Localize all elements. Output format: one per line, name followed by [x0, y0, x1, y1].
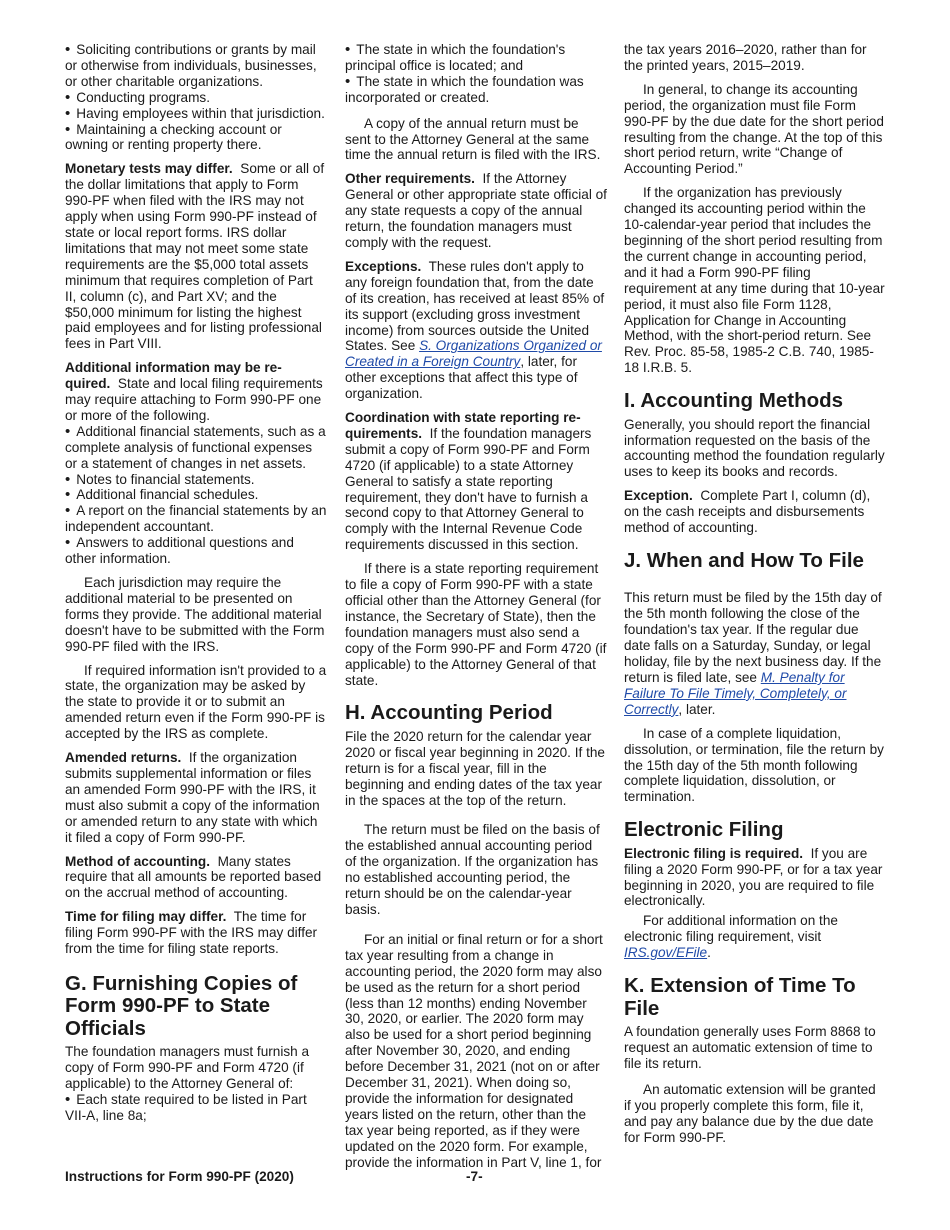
- paragraph: An automatic extension will be granted if you properly complete this form, file it, and pay any balance due by the due date for Form 990-PF.: [624, 1081, 876, 1145]
- run-in-heading: Coordination with state reporting re-quirements.: [345, 410, 581, 441]
- paragraph-text: These rules don't apply to any foreign foundation that, from the date of its creation, has received at least 85% of its support (excluding gross investment income) from sources outside the United States. See: [345, 258, 605, 354]
- run-in-heading: Additional information may be re-quired.: [65, 360, 282, 392]
- run-in-heading: Exceptions.: [345, 258, 422, 274]
- paragraph: File the 2020 return for the calendar year 2020 or fiscal year beginning in 2020. If the return is for a fiscal year, fill in the beginning and ending dates of the tax year in the spaces at the top of the return.: [345, 728, 605, 808]
- paragraph: Generally, you should report the financial information requested on the basis of the accounting method the foundation regularly uses to keep its books and records.: [624, 416, 885, 480]
- paragraph-text: Complete Part I, column (d), on the cash receipts and disbursements method of accounting.: [624, 488, 871, 536]
- list-item: • Conducting programs.: [65, 90, 327, 106]
- list-item: • Each state required to be listed in Part VII-A, line 8a;: [65, 1092, 327, 1124]
- run-in-heading: Exception.: [624, 488, 693, 504]
- link-irs-efile[interactable]: IRS.gov/EFile: [624, 945, 708, 961]
- run-in-heading: Monetary tests may differ.: [65, 161, 233, 177]
- link-foreign-country[interactable]: S. Organizations Organized or Created in a Foreign Country: [345, 338, 602, 370]
- link-penalty[interactable]: M. Penalty for Failure To File Timely, Completely, or Correctly: [624, 670, 847, 717]
- list-item: • The state in which the foundation's principal office is located; and: [345, 42, 607, 74]
- list-item: • Having employees within that jurisdiction.: [65, 106, 327, 122]
- paragraph: [65, 161, 327, 352]
- paragraph-text: Many states require that all amounts be reported based on the accrual method of accounting.: [65, 853, 322, 901]
- list-item: • The state in which the foundation was incorporated or created.: [345, 74, 607, 106]
- paragraph-text: , later, for other exceptions that affect this type of organization.: [345, 354, 578, 402]
- section-heading-k: K. Extension of Time To File: [624, 974, 856, 1020]
- run-in-heading: Electronic filing is required.: [624, 845, 804, 861]
- section-heading-i: I. Accounting Methods: [624, 389, 844, 413]
- run-in-heading: Time for filing may differ.: [65, 909, 227, 925]
- paragraph: The foundation managers must furnish a copy of Form 990-PF and Form 4720 (if applicable) to the Attorney General of:: [65, 1044, 310, 1092]
- paragraph-text: Some or all of the dollar limitations that apply to Form 990-PF when filed with the IRS may not apply when using Form 990-PF instead of state or local report forms. IRS dollar limitations that may not meet some state requirements are the $5,000 total assets minimum that requires completion of Part II, column (c), and Part XV; and the $50,000 minimum for listing the highest paid employees and for listing professional fees in Part VIII.: [65, 161, 325, 352]
- paragraph-text: The time for filing Form 990-PF with the IRS may differ from the time for filing state reports.: [65, 909, 318, 957]
- paragraph: A copy of the annual return must be sent to the Attorney General at the same time the annual return is filed with the IRS.: [345, 115, 601, 163]
- paragraph: Each jurisdiction may require the additional material to be presented on forms they provide. The additional material doesn't have to be submitted with the Form 990-PF filed with the IRS.: [65, 575, 325, 654]
- column-3: [624, 42, 886, 1153]
- section-heading-g: G. Furnishing Copies of Form 990-PF to State Officials: [65, 971, 298, 1040]
- list-item: • Additional financial schedules.: [65, 487, 327, 503]
- column-2: [345, 42, 607, 1179]
- paragraph: [624, 846, 886, 910]
- paragraph: If there is a state reporting requirement to file a copy of Form 990-PF with a state official other than the Attorney General (for instance, the Secretary of State), then the foundation managers must also send a copy of the Form 990-PF and Form 4720 (if applicable) to the Attorney General of that state.: [345, 561, 607, 688]
- paragraph: [345, 259, 607, 402]
- paragraph: [624, 590, 886, 717]
- paragraph-text: , later.: [678, 701, 716, 717]
- section-heading-h: H. Accounting Period: [345, 701, 553, 725]
- paragraph: In case of a complete liquidation, dissolution, or termination, file the return by the 15th day of the 5th month following complete liquidation, dissolution, or termination.: [624, 725, 884, 805]
- list-item: • A report on the financial statements by an independent accountant.: [65, 503, 327, 535]
- paragraph: [65, 360, 327, 424]
- run-in-heading: Other requirements.: [345, 171, 475, 187]
- page-number: -7-: [466, 1169, 483, 1184]
- paragraph: [345, 410, 607, 553]
- section-heading-electronic-filing: Electronic Filing: [624, 818, 784, 842]
- paragraph: [65, 750, 327, 845]
- list-item: • Answers to additional questions and other information.: [65, 535, 327, 567]
- paragraph-text: State and local filing requirements may require attaching to Form 990-PF one or more of the following.: [65, 376, 323, 423]
- list-item: • Notes to financial statements.: [65, 472, 327, 488]
- paragraph: [65, 854, 327, 902]
- column-1: [65, 42, 327, 1124]
- paragraph: If the organization has previously changed its accounting period within the 10-calendar-year period that includes the beginning of the short period resulting from the current change in accounting period, and it had a Form 990-PF filing requirement at any time during that 10-year period, it must also file Form 1128, Application for Change in Accounting Method, with the short-period return. See Rev. Proc. 85-58, 1985-2 C.B. 740, 1985-18 I.R.B. 5.: [624, 185, 885, 376]
- paragraph-text: If the foundation managers submit a copy of Form 990-PF and Form 4720 (if applicable) to a state Attorney General to satisfy a state reporting requirement, they don't have to furnish a second copy to that Attorney General to comply with the Internal Revenue Code requirements discussed in this section.: [345, 425, 592, 553]
- list-item: • Soliciting contributions or grants by mail or otherwise from individuals, businesses, or other charitable organizations.: [65, 42, 327, 90]
- list-item: • Maintaining a checking account or owning or renting property there.: [65, 122, 327, 154]
- section-heading-j: J. When and How To File: [624, 548, 864, 572]
- paragraph: For an initial or final return or for a short tax year resulting from a change in accounting period, the 2020 form may also be used as the return for a short period (less than 12 months) ending November 30, 2020, or earlier. The 2020 form may also be used for a short period beginning after November 30, 2020, and ending before December 31, 2021 (not on or after December 31, 2021). When doing so, provide the information for designated years listed on the return, other than the tax year being reported, as if they were updated on the 2020 form. For example, provide the information in Part V, line 1, for: [345, 931, 603, 1170]
- paragraph-text: For additional information on the electronic filing requirement, visit: [624, 913, 838, 945]
- paragraph-text: If the organization submits supplemental information or files an amended Form 990-PF with the IRS, it must also submit a copy of the information or amended return to any state with which it filed a copy of Form 990-PF.: [65, 750, 320, 845]
- list-item: • Additional financial statements, such as a complete analysis of functional expenses or a statement of changes in net assets.: [65, 424, 327, 472]
- paragraph-text: If the Attorney General or other appropriate state official of any state requests a copy of the annual return, the foundation managers must comply with the request.: [345, 171, 607, 250]
- paragraph: [624, 913, 886, 961]
- run-in-heading: Amended returns.: [65, 750, 182, 766]
- run-in-heading: Method of accounting.: [65, 853, 210, 869]
- paragraph: [345, 171, 607, 251]
- footer-title: Instructions for Form 990-PF (2020): [65, 1169, 294, 1184]
- paragraph: [624, 488, 886, 536]
- paragraph: the tax years 2016–2020, rather than for the printed years, 2015–2019.: [624, 42, 867, 73]
- paragraph: In general, to change its accounting period, the organization must file Form 990-PF by the due date for the short period resulting from the change. At the top of this short period return, write “Change of Accounting Period.”: [624, 81, 884, 177]
- paragraph: If required information isn't provided to a state, the organization may be asked by the state to provide it or to submit an amended return even if the Form 990-PF is accepted by the IRS as complete.: [65, 662, 327, 742]
- paragraph-text: If you are filing a 2020 Form 990-PF, or for a tax year beginning in 2020, you are required to file electronically.: [624, 845, 883, 909]
- paragraph-text: This return must be filed by the 15th day of the 5th month following the close of the foundation's tax year. If the regular due date falls on a Saturday, Sunday, or legal holiday, file by the next business day. If the return is filed late, see: [624, 590, 882, 685]
- paragraph: A foundation generally uses Form 8868 to request an automatic extension of time to file its return.: [624, 1024, 876, 1071]
- paragraph: [65, 909, 327, 957]
- paragraph-text: .: [707, 945, 711, 961]
- paragraph: The return must be filed on the basis of the established annual accounting period of the organization. If the organization has no established accounting period, the return should be on the calendar-year basis.: [345, 822, 600, 917]
